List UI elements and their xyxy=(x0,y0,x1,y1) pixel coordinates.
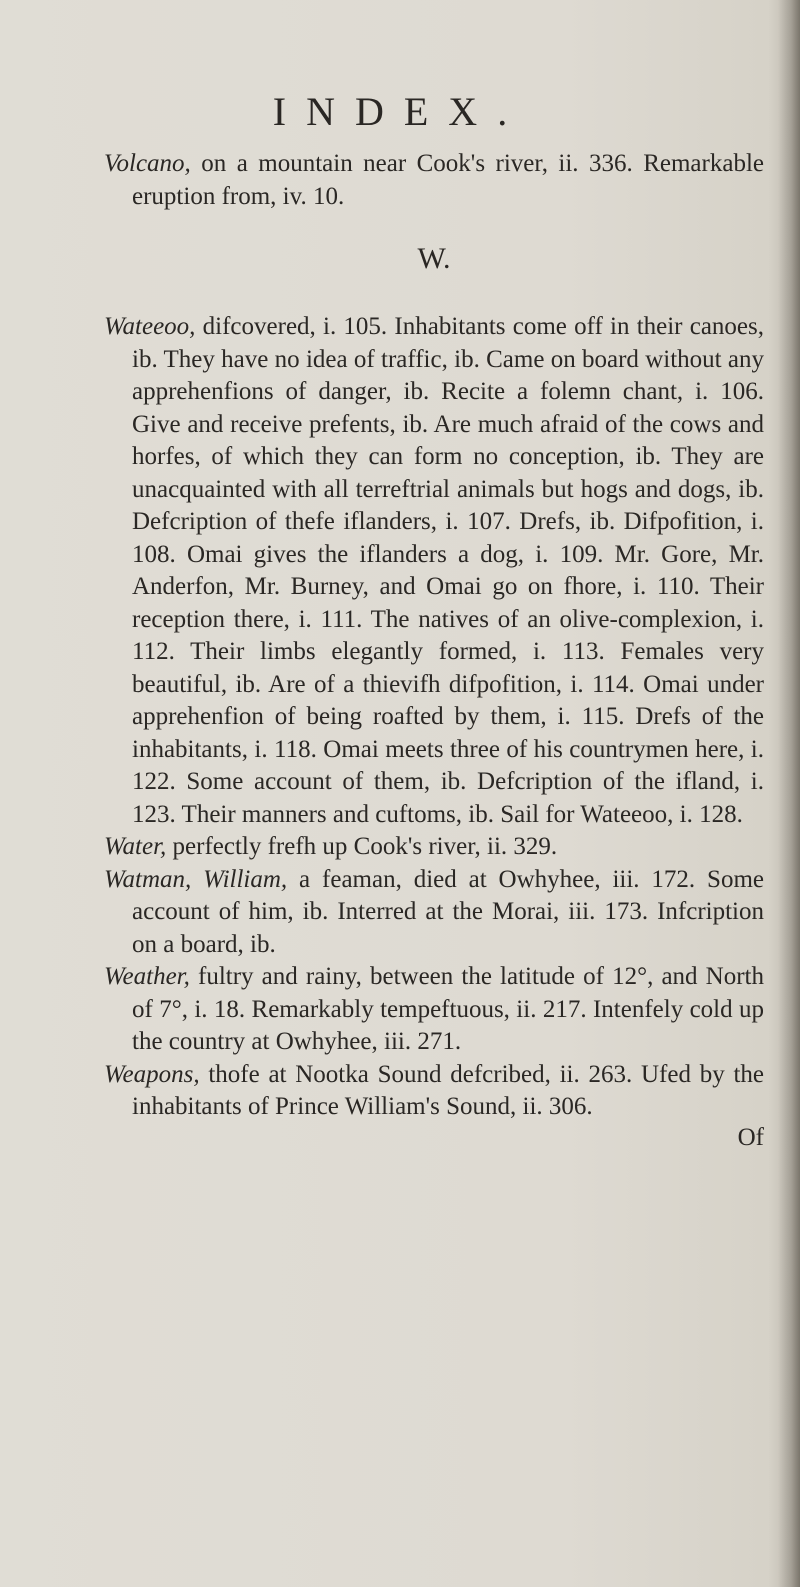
entry-head: Weather, xyxy=(104,963,190,990)
index-entry-watman xyxy=(104,864,764,962)
entry-head: Water, xyxy=(104,833,167,860)
entry-text: difcovered, i. 105. Inhabitants come off in their canoes, ib. They have no idea of traffic, ib. Came on board without any apprehenfions of danger, ib. Recite a folemn chant, i. 106. Give and receive prefents, ib. Are much afraid of the cows and horfes, of which they can form no conception, ib. They are unacquainted with all terreftrial animals but hogs and dogs, ib. Defcription of thefe iflanders, i. 107. Drefs, ib. Difpofition, i. 108. Omai gives the iflanders a dog, i. 109. Mr. Gore, Mr. Anderfon, Mr. Burney, and Omai go on fhore, i. 110. Their reception there, i. 111. The natives of an olive-complexion, i. 112. Their limbs elegantly formed, i. 113. Females very beautiful, ib. Are of a thievifh difpofition, i. 114. Omai under apprehenfion of being roafted by them, i. 115. Drefs of the inhabitants, i. 118. Omai meets three of his countrymen here, i. 122. Some account of them, ib. Defcription of the ifland, i. 123. Their manners and cuftoms, ib. Sail for Wateeoo, i. 128. xyxy=(132,313,764,828)
entry-head: Watman, William, xyxy=(104,865,288,893)
index-content xyxy=(104,148,764,1154)
entry-text: fultry and rainy, between the latitude of 12°, and North of 7°, i. 18. Remarkably tempeftuous, ii. 217. Intenfely cold up the country at Owhyhee, iii. 271. xyxy=(132,963,764,1055)
page-header: INDEX. xyxy=(272,89,528,134)
index-entry-weapons xyxy=(104,1059,764,1124)
entry-text: thofe at Nootka Sound defcribed, ii. 263. Ufed by the inhabitants of Prince William's Sound, ii. 306. xyxy=(132,1060,764,1120)
index-entry-water xyxy=(104,831,764,864)
catchword: Of xyxy=(737,1123,764,1151)
entry-text: on a mountain near Cook's river, ii. 336. Remarkable eruption from, iv. 10. xyxy=(132,150,764,210)
section-letter: W. xyxy=(417,242,451,275)
entry-head: Volcano, xyxy=(104,150,191,177)
page-edge-shadow xyxy=(778,0,800,1587)
entry-text: perfectly frefh up Cook's river, ii. 329. xyxy=(166,833,558,860)
entry-head: Wateeoo, xyxy=(104,313,196,340)
entry-head: Weapons, xyxy=(104,1060,200,1088)
index-entry-wateeoo xyxy=(104,311,764,831)
index-entry-weather xyxy=(104,961,764,1059)
entry-text: a feaman, died at Owhyhee, iii. 172. Some account of him, ib. Interred at the Morai, iii. 173. Infcription on a board, ib. xyxy=(132,865,764,958)
index-entry-volcano xyxy=(104,148,764,213)
